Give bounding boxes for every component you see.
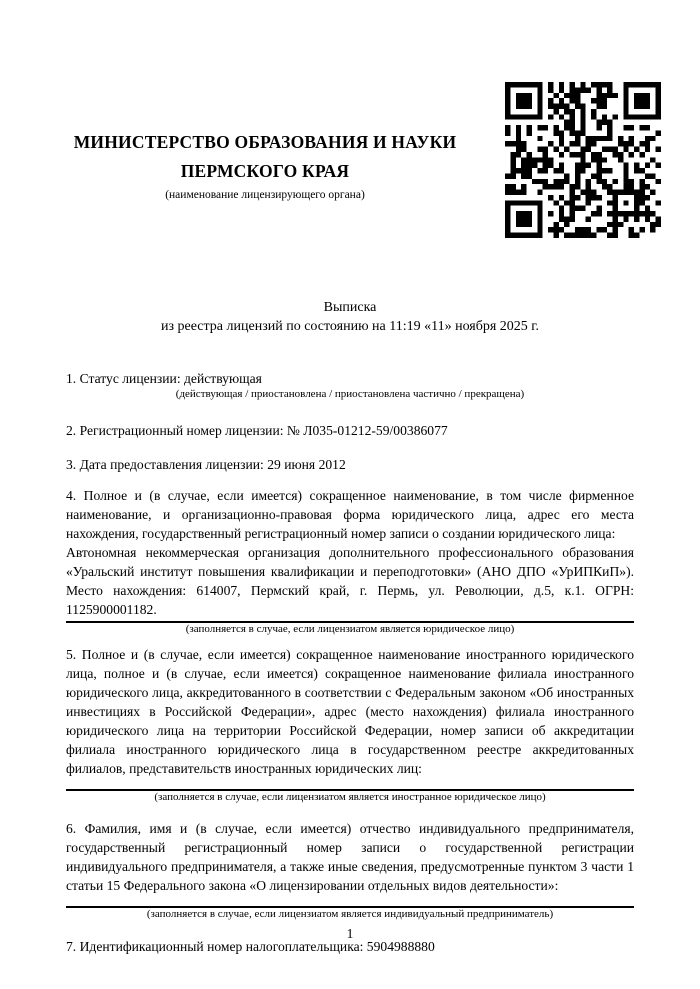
ministry-name-caption: (наименование лицензирующего органа) (165, 189, 365, 201)
field-registration-number (66, 421, 634, 440)
extract-heading (66, 298, 634, 336)
ministry-header (40, 128, 490, 202)
foreign-entity-blank (66, 778, 634, 787)
document-body (66, 298, 634, 956)
license-status-options-caption: (действующая / приостановлена / приостановлена частично / прекращена) (175, 388, 525, 400)
legal-entity-caption: (заполняется в случае, если лицензиатом является юридическое лицо) (185, 623, 515, 635)
extract-subtitle: из реестра лицензий по состоянию на 11:19 «11» ноября 2025 г. (161, 319, 539, 334)
legal-entity-value: Автономная некоммерческая организация дополнительного профессионального образования «Уральский институт повышения квалификации и переподготовки» (АНО ДПО «УрИПКиП»). Место нахождения: 614007, Пермский край, г. Пермь, ул. Революции, д.5, к.1. ОГРН: 1125900001182. (66, 545, 634, 617)
extract-title: Выписка (323, 300, 377, 315)
license-status-text: 1. Статус лицензии: действующая (66, 371, 262, 386)
ministry-title-line2: ПЕРМСКОГО КРАЯ (180, 161, 350, 181)
legal-entity-question: 4. Полное и (в случае, если имеется) сокращенное наименование, в том числе фирменное наименование, и организационно-правовая форма юридического лица, адрес его места нахождения, государственный регистрационный номер записи о создании юридического лица: (66, 488, 634, 541)
field-grant-date (66, 455, 634, 474)
grant-date-text: 3. Дата предоставления лицензии: 29 июня 2012 (66, 457, 346, 472)
individual-entrepreneur-question: 6. Фамилия, имя и (в случае, если имеется) отчество индивидуального предпринимателя, государственный регистрационный номер записи о государственной регистрации индивидуального предпринимателя, а также иные сведения, предусмотренные пунктом 3 части 1 статьи 15 Федерального закона «О лицензировании отдельных видов деятельности»: (66, 821, 634, 893)
qr-code-image (505, 82, 661, 238)
individual-entrepreneur-blank (66, 895, 634, 904)
foreign-entity-question: 5. Полное и (в случае, если имеется) сокращенное наименование иностранного юридического лица, полное и (в случае, если имеется) сокращенное наименование филиала иностранного юридического лица, аккредитованного в соответствии с Федеральным законом «Об иностранных инвестициях в Российской Федерации», адрес (место нахождения) филиала иностранного юридического лица на территории Российской Федерации, номер записи об аккредитации филиала иностранного юридического лица в государственном реестре аккредитованных филиалов, представительств иностранных юридических лиц: (66, 647, 634, 776)
taxpayer-number-text: 7. Идентификационный номер налогоплательщика: 5904988880 (66, 939, 435, 954)
field-license-status (66, 369, 634, 401)
individual-entrepreneur-caption: (заполняется в случае, если лицензиатом является индивидуальный предприниматель) (146, 908, 554, 920)
field-legal-entity (66, 486, 634, 636)
ministry-title-line1: МИНИСТЕРСТВО ОБРАЗОВАНИЯ И НАУКИ (73, 132, 457, 152)
foreign-entity-caption: (заполняется в случае, если лицензиатом является иностранное юридическое лицо) (154, 791, 546, 803)
page-number: 1 (346, 926, 354, 941)
field-foreign-entity (66, 645, 634, 804)
registration-number-text: 2. Регистрационный номер лицензии: № Л035-01212-59/00386077 (66, 423, 448, 438)
field-individual-entrepreneur (66, 819, 634, 921)
qr-code (505, 82, 661, 238)
